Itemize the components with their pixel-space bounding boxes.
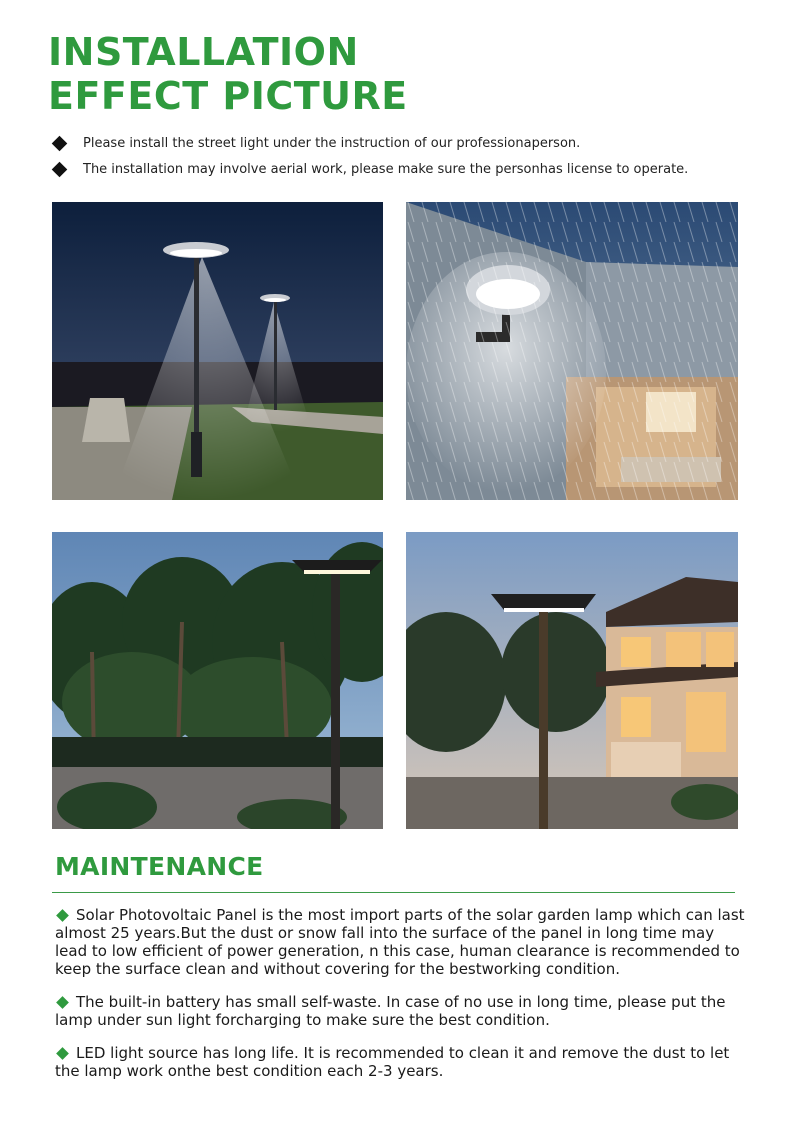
photo-palm-garden-lamp [52, 532, 383, 829]
page-title [48, 30, 408, 118]
diamond-bullet-icon [52, 161, 68, 177]
maintenance-item-text: LED light source has long life. It is recommended to clean it and remove the dust to let the lamp work onthe best condition each 2-3 years. [55, 1044, 730, 1080]
installation-instructions [50, 130, 770, 182]
photo-villa-garden-lamp-illustration [406, 532, 738, 829]
maintenance-item-text: Solar Photovoltaic Panel is the most import parts of the solar garden lamp which can last almost 25 years.But the dust or snow fall into the surface of the panel in long time may lead to low efficient of power generation, n this case, human clearance is recommended to keep the surface clean and without covering for the bestworking condition. [55, 906, 745, 978]
page-title-line-2: EFFECT PICTURE [48, 74, 408, 118]
page-title-line-1: INSTALLATION [48, 30, 359, 74]
photo-park-dusk-lamps-illustration [52, 202, 383, 500]
photo-palm-garden-lamp-illustration [52, 532, 383, 829]
photo-villa-garden-lamp [406, 532, 738, 829]
photo-wall-lamp-rain-illustration [406, 202, 738, 500]
diamond-bullet-icon [52, 135, 68, 151]
maintenance-divider [52, 892, 735, 893]
maintenance-item-text: The built-in battery has small self-waste. In case of no use in long time, please put the lamp under sun light forcharging to make sure the best condition. [55, 993, 726, 1029]
maintenance-item [55, 993, 745, 1029]
maintenance-list [55, 906, 745, 1095]
photo-park-dusk-lamps [52, 202, 383, 500]
green-diamond-bullet-icon [56, 996, 69, 1009]
maintenance-item [55, 1044, 745, 1080]
green-diamond-bullet-icon [56, 1047, 69, 1060]
instruction-text: The installation may involve aerial work, please make sure the personhas license to operate. [83, 161, 689, 177]
photo-wall-lamp-rain [406, 202, 738, 500]
maintenance-item [55, 906, 745, 978]
instruction-text: Please install the street light under the instruction of our professionaperson. [83, 135, 581, 151]
green-diamond-bullet-icon [56, 909, 69, 922]
instruction-item [50, 156, 770, 182]
instruction-item [50, 130, 770, 156]
maintenance-title: MAINTENANCE [55, 852, 264, 881]
